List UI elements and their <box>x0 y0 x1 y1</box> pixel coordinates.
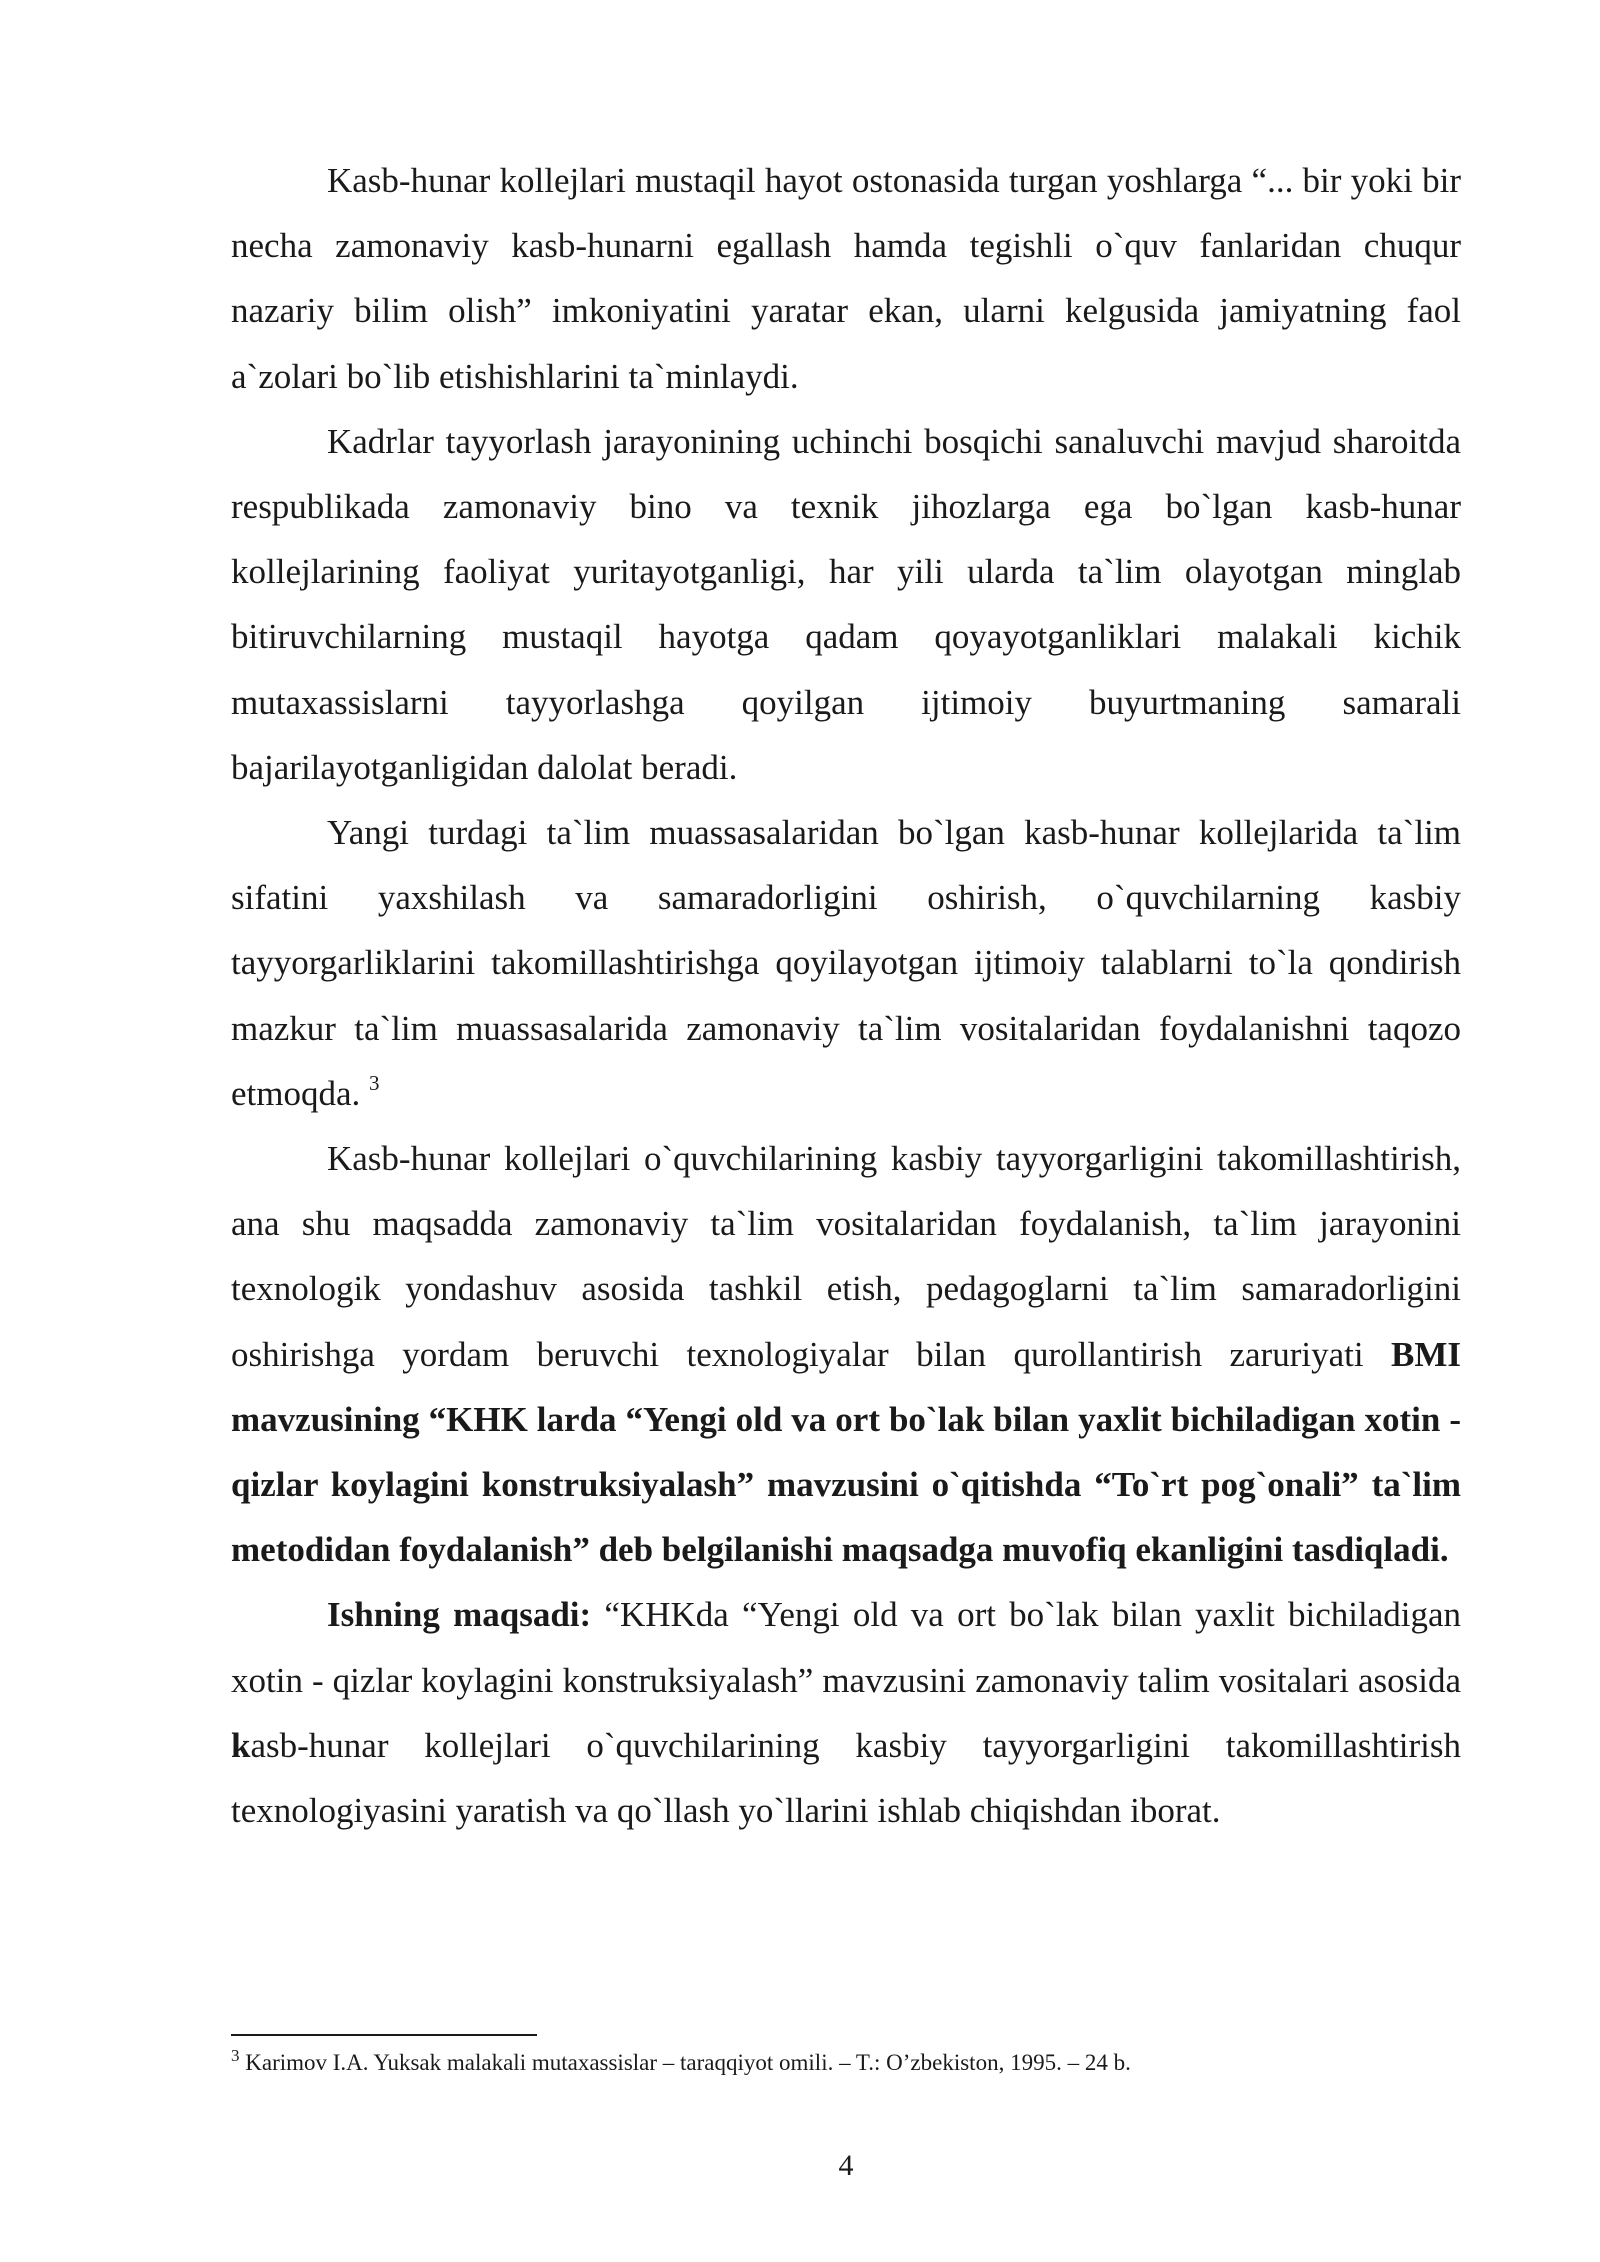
footnote-separator <box>231 2034 537 2036</box>
footnote-number: 3 <box>231 2046 240 2065</box>
paragraph-5-text-start: “KHKda “Yengi old va ort bo`lak bilan yaxlit bichiladigan xotin - qizlar koylagini konstruksiyalash” mavzusini zamonaviy talim vositalari asosida <box>231 1595 1461 1700</box>
paragraph-2-text: Kadrlar tayyorlash jarayonining uchinchi bosqichi sanaluvchi mavjud sharoitda respublikada zamonaviy bino va texnik jihozlarga ega bo`lgan kasb-hunar kollejlarining faoliyat yuritayotganligi, har yili ularda ta`lim olayotgan minglab bitiruvchilarning mustaqil hayotga qadam qoyayotganliklari malakali kichik mutaxassislarni tayyorlashga qoyilgan ijtimoiy buyurtmaning samarali bajarilayotganligidan dalolat beradi. <box>231 421 1461 787</box>
paragraph-3 <box>231 800 1461 1126</box>
page-number: 4 <box>838 2149 854 2182</box>
paragraph-1-text: Kasb-hunar kollejlari mustaqil hayot ostonasida turgan yoshlarga “... bir yoki bir necha zamonaviy kasb-hunarni egallash hamda tegishli o`quv fanlaridan chuqur nazariy bilim olish” imkoniyatini yaratar ekan, ularni kelgusida jamiyatning faol a`zolari bo`lib etishishlarini ta`minlaydi. <box>231 161 1461 396</box>
paragraph-2 <box>231 409 1461 800</box>
footnote-text: Karimov I.A. Yuksak malakali mutaxassislar – taraqqiyot omili. – T.: O’zbekiston, 1995. – 24 b. <box>245 2050 1131 2075</box>
footnote-reference: 3 <box>369 1070 380 1095</box>
footnote <box>231 2046 1461 2080</box>
goal-label: Ishning maqsadi: <box>327 1595 592 1635</box>
paragraph-5 <box>231 1582 1461 1843</box>
paragraph-5-bold-letter: k <box>231 1725 251 1765</box>
paragraph-4-bold-text: BMI mavzusining “KHK larda “Yengi old va ort bo`lak bilan yaxlit bichiladigan xotin - qizlar koylagini konstruksiyalash” mavzusini o`qitishda “To`rt pog`onali” ta`lim metodidan foydalanish” deb belgilanishi maqsadga muvofiq ekanligini tasdiqladi. <box>231 1334 1461 1570</box>
paragraph-3-text: Yangi turdagi ta`lim muassasalaridan bo`lgan kasb-hunar kollejlarida ta`lim sifatini yaxshilash va samaradorligini oshirish, o`quvchilarning kasbiy tayyorgarliklarini takomillashtirishga qoyilayotgan ijtimoiy talablarni to`la qondirish mazkur ta`lim muassasalarida zamonaviy ta`lim vositalaridan foydalanishni taqozo etmoqda. <box>231 813 1461 1113</box>
body-text <box>231 148 1461 1843</box>
paragraph-5-text-end: asb-hunar kollejlari o`quvchilarining kasbiy tayyorgarligini takomillashtirish texnologiyasini yaratish va qo`llash yo`llarini ishlab chiqishdan iborat. <box>231 1725 1461 1831</box>
paragraph-1 <box>231 148 1461 409</box>
paragraph-4 <box>231 1126 1461 1582</box>
paragraph-4-text: Kasb-hunar kollejlari o`quvchilarining kasbiy tayyorgarligini takomillashtirish, ana shu maqsadda zamonaviy ta`lim vositalaridan foydalanish, ta`lim jarayonini texnologik yondashuv asosida tashkil etish, pedagoglarni ta`lim samaradorligini oshirishga yordam beruvchi texnologiyalar bilan qurollantirish zaruriyati <box>231 1139 1461 1374</box>
